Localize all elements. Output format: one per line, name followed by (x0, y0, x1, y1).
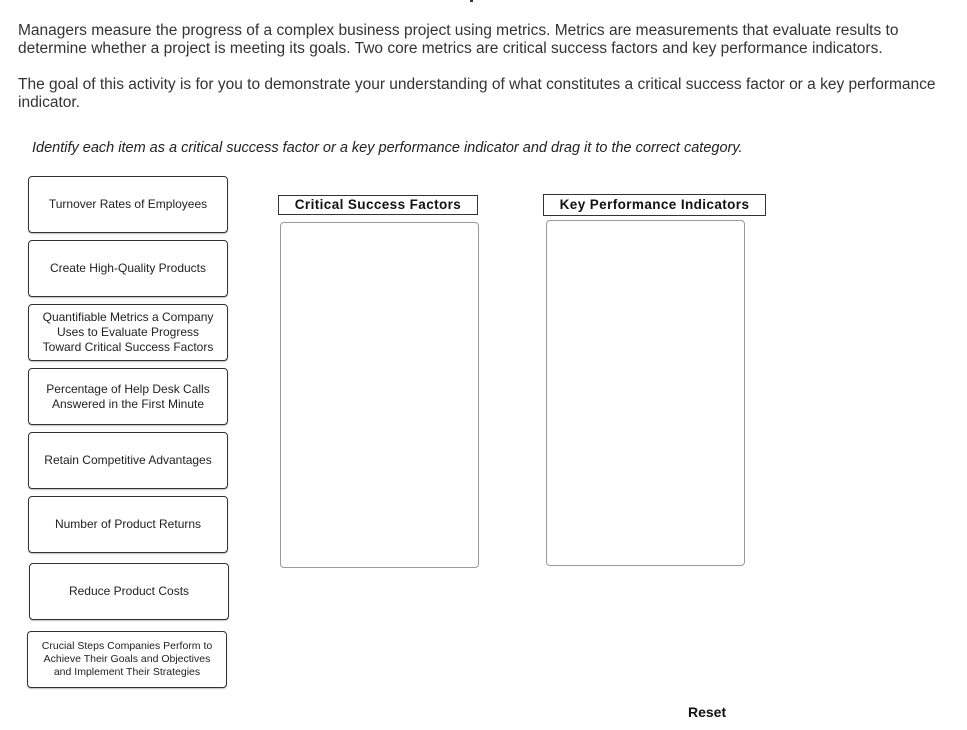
drag-item-turnover-rates[interactable]: Turnover Rates of Employees (28, 176, 228, 233)
instructions: Identify each item as a critical success factor or a key performance indicator and drag it to the correct category. (32, 140, 743, 156)
drag-item-crucial-steps[interactable]: Crucial Steps Companies Perform to Achieve Their Goals and Objectives and Implement Their Strategies (27, 631, 227, 688)
intro-paragraph-2: The goal of this activity is for you to demonstrate your understanding of what constitutes a critical success factor or a key performance indicator. (18, 76, 936, 111)
category-title-csf: Critical Success Factors (278, 195, 478, 215)
drop-zone-kpi[interactable] (546, 220, 745, 566)
top-edge-mark (470, 0, 473, 2)
intro-paragraph-1: Managers measure the progress of a complex business project using metrics. Metrics are measurements that evaluate results to determine whether a project is meeting its goals. Two core metrics are critical success factors and key performance indicators. (18, 22, 899, 57)
drag-item-help-desk-calls[interactable]: Percentage of Help Desk Calls Answered in the First Minute (28, 368, 228, 425)
drop-zone-csf[interactable] (280, 222, 479, 568)
drag-item-competitive-advantages[interactable]: Retain Competitive Advantages (28, 432, 228, 489)
category-title-kpi: Key Performance Indicators (543, 194, 766, 216)
drag-item-quantifiable-metrics[interactable]: Quantifiable Metrics a Company Uses to Evaluate Progress Toward Critical Success Factors (28, 304, 228, 361)
reset-button[interactable]: Reset (688, 704, 727, 720)
drag-item-product-returns[interactable]: Number of Product Returns (28, 496, 228, 553)
drag-item-high-quality-products[interactable]: Create High-Quality Products (28, 240, 228, 297)
drag-item-reduce-costs[interactable]: Reduce Product Costs (29, 563, 229, 620)
